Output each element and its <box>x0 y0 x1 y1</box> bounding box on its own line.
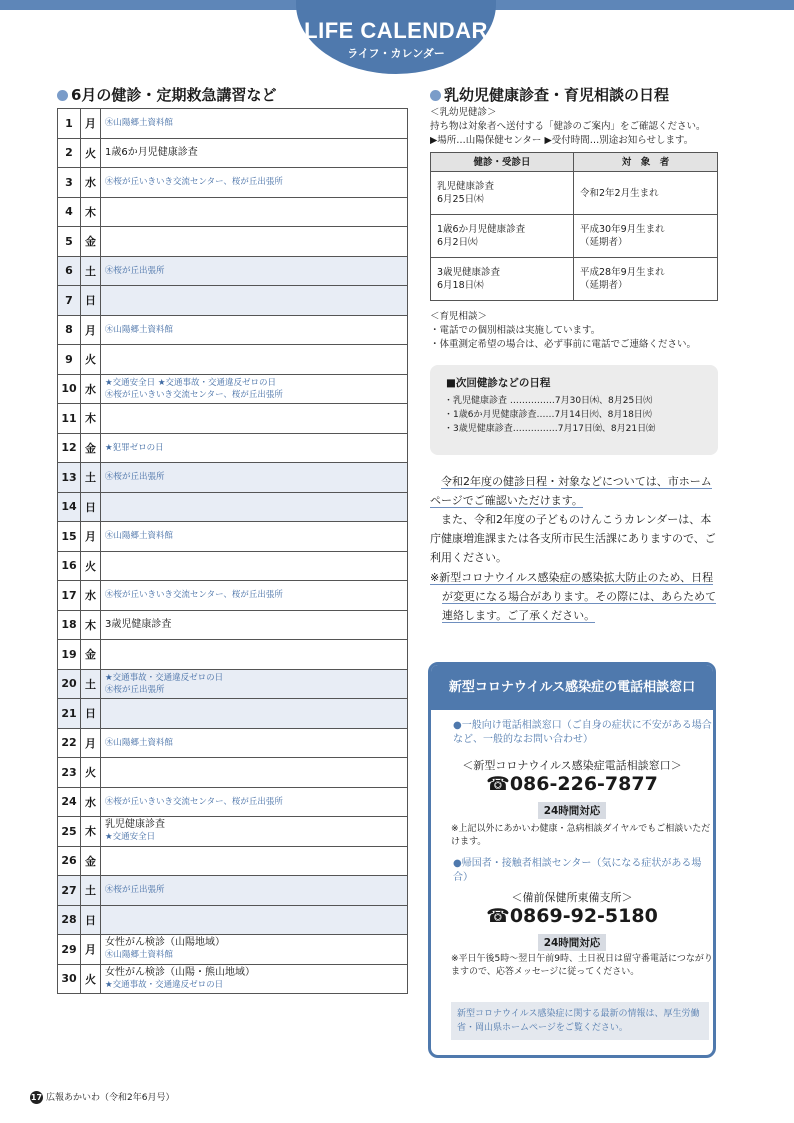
event-text: 女性がん検診（山陽地域） <box>105 937 225 949</box>
weekday: 日 <box>81 492 101 522</box>
checkup-table-header: 対 象 者 <box>574 153 718 172</box>
day-number: 24 <box>58 787 81 817</box>
event-text: ㊍桜が丘いきいき交流センター、桜が丘出張所 <box>105 177 283 188</box>
hours-badge: 24時間対応 <box>538 934 607 951</box>
event-text: ㊍桜が丘出張所 <box>105 684 165 695</box>
day-number: 7 <box>58 286 81 316</box>
event-text: ㊍桜が丘いきいき交流センター、桜が丘出張所 <box>105 389 283 400</box>
calendar-row <box>58 404 408 434</box>
day-number: 12 <box>58 433 81 463</box>
day-number: 4 <box>58 197 81 227</box>
calendar-row <box>58 256 408 286</box>
day-events <box>101 197 408 227</box>
header-title: LIFE CALENDAR <box>304 18 488 43</box>
event-text: ㊍桜が丘出張所 <box>105 472 165 483</box>
weekday: 金 <box>81 640 101 670</box>
corona-box-title: 新型コロナウイルス感染症の電話相談窓口 <box>431 665 713 710</box>
day-number: 6 <box>58 256 81 286</box>
day-events <box>101 581 408 611</box>
day-number: 26 <box>58 846 81 876</box>
schedule-title: 乳幼児健康診査・育児相談の日程 <box>430 84 669 105</box>
calendar-row <box>58 699 408 729</box>
checkup-target-cell: 平成28年9月生まれ （延期者） <box>574 258 718 301</box>
checkup-intro-label: ＜乳幼児健診＞ <box>430 107 497 118</box>
paragraph: また、令和2年度の子どものけんこうカレンダーは、本庁健康増進課または各支所市民生活課にありますので、ご利用ください。 <box>430 513 716 564</box>
general-line-name: ＜新型コロナウイルス感染症電話相談窓口＞ <box>462 759 682 772</box>
event-text: ★犯罪ゼロの日 <box>105 442 164 453</box>
note-1: ※上記以外にあかいわ健康・急病相談ダイヤルでもご相談いただけます。 <box>451 824 711 847</box>
weekday: 木 <box>81 404 101 434</box>
day-number: 22 <box>58 728 81 758</box>
checkup-place-text: ▶場所…山陽保健センター ▶受付時間…別途お知らせします。 <box>430 135 694 146</box>
calendar-row <box>58 197 408 227</box>
day-number: 23 <box>58 758 81 788</box>
day-number: 8 <box>58 315 81 345</box>
weekday: 木 <box>81 197 101 227</box>
bullet-dot-icon <box>430 90 441 101</box>
calendar-row <box>58 581 408 611</box>
next-schedule-row: ・1歳6か月児健康診査……7月14日㈫、8月18日㈫ <box>444 410 652 420</box>
calendar-row <box>58 138 408 168</box>
day-events <box>101 758 408 788</box>
day-number: 29 <box>58 935 81 965</box>
info-box: 新型コロナウイルス感染症に関する最新の情報は、厚生労働省・岡山県ホームページをご覧ください。 <box>451 1002 709 1040</box>
day-number: 14 <box>58 492 81 522</box>
weekday: 火 <box>81 964 101 994</box>
day-events <box>101 551 408 581</box>
calendar-row <box>58 758 408 788</box>
page-number: 17 <box>30 1093 43 1102</box>
day-number: 1 <box>58 109 81 139</box>
weekday: 土 <box>81 463 101 493</box>
weekday: 木 <box>81 610 101 640</box>
day-events <box>101 286 408 316</box>
phone-number-1[interactable]: ☎086-226-7877 <box>486 773 658 795</box>
day-number: 30 <box>58 964 81 994</box>
weekday: 月 <box>81 315 101 345</box>
event-text: ㊍桜が丘出張所 <box>105 265 165 276</box>
weekday: 金 <box>81 227 101 257</box>
event-text: ㊍山陽郷土資料館 <box>105 118 174 129</box>
day-events <box>101 787 408 817</box>
event-text: ㊍山陽郷土資料館 <box>105 531 174 542</box>
day-number: 17 <box>58 581 81 611</box>
checkup-name-cell: 3歳児健康診査 6月18日㈭ <box>431 258 574 301</box>
event-text: ★交通事故・交通違反ゼロの日 <box>105 672 224 683</box>
day-number: 16 <box>58 551 81 581</box>
footer-text: 広報あかいわ（令和2年6月号） <box>46 1093 175 1103</box>
calendar-row <box>58 374 408 404</box>
calendar-row <box>58 551 408 581</box>
day-number: 25 <box>58 817 81 847</box>
next-schedule-row: ・3歳児健康診査……………7月17日㈮、8月21日㈮ <box>444 424 656 434</box>
checkup-table <box>430 152 718 301</box>
day-number: 13 <box>58 463 81 493</box>
day-events <box>101 610 408 640</box>
day-events <box>101 433 408 463</box>
day-events <box>101 905 408 935</box>
checkup-row <box>431 215 718 258</box>
weekday: 金 <box>81 433 101 463</box>
calendar-row <box>58 168 408 198</box>
weekday: 土 <box>81 256 101 286</box>
calendar-row <box>58 817 408 847</box>
day-events <box>101 168 408 198</box>
calendar-title: 6月の健診・定期救急講習など <box>57 84 276 105</box>
calendar-row <box>58 345 408 375</box>
day-number: 3 <box>58 168 81 198</box>
day-number: 21 <box>58 699 81 729</box>
event-text: 3歳児健康診査 <box>105 618 172 630</box>
weekday: 月 <box>81 109 101 139</box>
footer <box>30 1090 174 1104</box>
checkup-name-cell: 乳児健康診査 6月25日㈭ <box>431 172 574 215</box>
weekday: 火 <box>81 345 101 375</box>
day-number: 18 <box>58 610 81 640</box>
ikuji-line: ・体重測定希望の場合は、必ず事前に電話でご連絡ください。 <box>430 339 697 350</box>
hours-badge: 24時間対応 <box>538 802 607 819</box>
weekday: 木 <box>81 817 101 847</box>
checkup-target-cell: 平成30年9月生まれ （延期者） <box>574 215 718 258</box>
day-events <box>101 669 408 699</box>
event-text: ㊍桜が丘いきいき交流センター、桜が丘出張所 <box>105 796 283 807</box>
event-text: ★交通事故・交通違反ゼロの日 <box>105 979 224 990</box>
weekday: 水 <box>81 168 101 198</box>
day-number: 28 <box>58 905 81 935</box>
day-events <box>101 138 408 168</box>
weekday: 火 <box>81 551 101 581</box>
day-number: 15 <box>58 522 81 552</box>
event-text: ★交通安全日 ★交通事故・交通違反ゼロの日 <box>105 377 276 388</box>
day-events <box>101 404 408 434</box>
event-text: 女性がん検診（山陽・熊山地域） <box>105 966 255 978</box>
weekday: 火 <box>81 758 101 788</box>
weekday: 金 <box>81 846 101 876</box>
phone-number-2[interactable]: ☎0869-92-5180 <box>486 905 658 927</box>
event-text: ㊍山陽郷土資料館 <box>105 950 174 961</box>
day-events <box>101 522 408 552</box>
calendar-row <box>58 846 408 876</box>
general-line-heading: ●一般向け電話相談窓口（ご自身の症状に不安がある場合など、一般的なお問い合わせ） <box>453 720 712 745</box>
weekday: 土 <box>81 876 101 906</box>
day-events <box>101 345 408 375</box>
checkup-table-header: 健診・受診日 <box>431 153 574 172</box>
weekday: 月 <box>81 522 101 552</box>
calendar-row <box>58 227 408 257</box>
event-text: ㊍山陽郷土資料館 <box>105 324 174 335</box>
day-events <box>101 846 408 876</box>
calendar-row <box>58 964 408 994</box>
calendar-row <box>58 522 408 552</box>
day-number: 19 <box>58 640 81 670</box>
header-banner <box>296 0 496 74</box>
calendar-row <box>58 610 408 640</box>
event-text: ㊍桜が丘いきいき交流センター、桜が丘出張所 <box>105 590 283 601</box>
event-text: ㊍桜が丘出張所 <box>105 885 165 896</box>
checkup-target-cell: 令和2年2月生まれ <box>574 172 718 215</box>
weekday: 月 <box>81 728 101 758</box>
next-schedule-row: ・乳児健康診査 ……………7月30日㈭、8月25日㈫ <box>444 396 653 406</box>
checkup-row <box>431 172 718 215</box>
weekday: 日 <box>81 905 101 935</box>
day-number: 10 <box>58 374 81 404</box>
calendar-row <box>58 492 408 522</box>
day-events <box>101 256 408 286</box>
day-number: 5 <box>58 227 81 257</box>
calendar-row <box>58 463 408 493</box>
day-events <box>101 728 408 758</box>
weekday: 火 <box>81 138 101 168</box>
calendar-row <box>58 433 408 463</box>
notice-paragraph: ※新型コロナウイルス感染症の感染拡大防止のため、日程が変更になる場合があります。その際には、あらためて連絡します。ご了承ください。 <box>430 571 717 622</box>
event-text: 乳児健康診査 <box>105 819 165 831</box>
weekday: 水 <box>81 787 101 817</box>
day-number: 11 <box>58 404 81 434</box>
day-events <box>101 876 408 906</box>
day-events <box>101 109 408 139</box>
next-schedule-box <box>430 365 718 455</box>
calendar-row <box>58 669 408 699</box>
calendar-row <box>58 640 408 670</box>
calendar-table <box>57 108 408 994</box>
weekday: 日 <box>81 286 101 316</box>
contact-center-heading: ●帰国者・接触者相談センター（気になる症状がある場合） <box>453 858 702 883</box>
event-text: ㊍山陽郷土資料館 <box>105 737 174 748</box>
event-text: ★交通安全日 <box>105 832 156 843</box>
note-2: ※平日午後5時～翌日午前9時、土日祝日は留守番電話につながりますので、応答メッセージに従ってください。 <box>451 954 713 977</box>
calendar-row <box>58 787 408 817</box>
checkup-row <box>431 258 718 301</box>
day-number: 2 <box>58 138 81 168</box>
day-events <box>101 227 408 257</box>
bullet-dot-icon <box>57 90 68 101</box>
day-events <box>101 492 408 522</box>
day-events <box>101 640 408 670</box>
contact-center-name: ＜備前保健所東備支所＞ <box>511 891 633 904</box>
event-text: 1歳6か月児健康診査 <box>105 146 198 158</box>
day-events <box>101 315 408 345</box>
day-events <box>101 374 408 404</box>
calendar-row <box>58 109 408 139</box>
checkup-name-cell: 1歳6か月児健康診査 6月2日㈫ <box>431 215 574 258</box>
weekday: 月 <box>81 935 101 965</box>
day-events <box>101 964 408 994</box>
calendar-row <box>58 315 408 345</box>
header-subtitle: ライフ・カレンダー <box>347 47 445 60</box>
day-events <box>101 935 408 965</box>
ikuji-line: ・電話での個別相談は実施しています。 <box>430 325 601 336</box>
paragraph: 令和2年度の健診日程・対象などについては、市ホームページでご確認いただけます。 <box>430 475 712 507</box>
weekday: 水 <box>81 581 101 611</box>
day-events <box>101 699 408 729</box>
day-number: 27 <box>58 876 81 906</box>
calendar-row <box>58 876 408 906</box>
day-number: 9 <box>58 345 81 375</box>
next-schedule-title: ■次回健診などの日程 <box>446 377 551 389</box>
calendar-row <box>58 935 408 965</box>
calendar-row <box>58 286 408 316</box>
corona-consultation-box <box>428 662 716 1058</box>
checkup-intro-text: 持ち物は対象者へ送付する「健診のご案内」をご確認ください。 <box>430 121 706 132</box>
calendar-row <box>58 905 408 935</box>
ikuji-label: ＜育児相談＞ <box>430 311 488 322</box>
weekday: 土 <box>81 669 101 699</box>
day-number: 20 <box>58 669 81 699</box>
weekday: 水 <box>81 374 101 404</box>
day-events <box>101 817 408 847</box>
day-events <box>101 463 408 493</box>
calendar-row <box>58 728 408 758</box>
weekday: 日 <box>81 699 101 729</box>
